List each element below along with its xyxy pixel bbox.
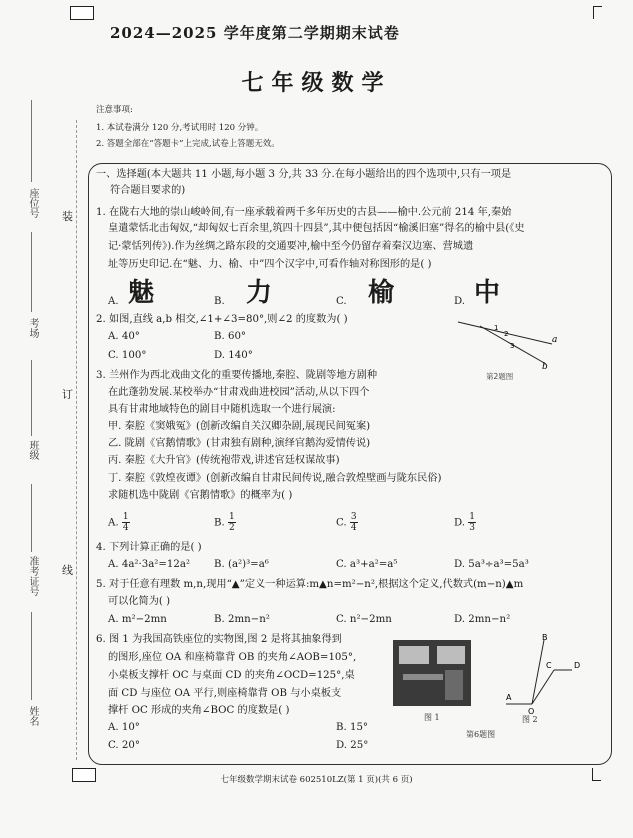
q3-option-c-den: 4 <box>350 523 357 533</box>
name-line <box>31 612 32 700</box>
q3-option-a <box>108 512 130 533</box>
q6-figure1-caption: 图 1 <box>424 713 440 722</box>
notice-heading: 注意事项: <box>96 105 133 115</box>
q2-stem: 2. 如图,直线 a,b 相交,∠1+∠3=80°,则∠2 的度数为( ) <box>96 314 348 325</box>
q1-option-a-label: A. <box>108 296 119 307</box>
seat-number-line <box>31 100 32 182</box>
registration-mark-top-left <box>70 6 94 20</box>
q3-option-c-num: 3 <box>350 512 357 522</box>
q6-line-3: 小桌板支撑杆 OC 与桌面 CD 的夹角∠OCD=125°,桌 <box>108 670 355 681</box>
q6-label-o: O <box>528 707 535 716</box>
q6-angle-figure <box>506 630 598 722</box>
q3-option-d-label: D. <box>454 517 466 529</box>
q3-line-5: 乙. 陇剧《官鹅情歌》(甘肃独有剧种,演绎官鹅沟爱情传说) <box>108 438 371 449</box>
q3-option-b-den: 2 <box>228 523 235 533</box>
q4-option-b: B. (a²)³=a⁶ <box>214 559 269 570</box>
q6-option-c: C. 20° <box>108 740 140 751</box>
q2-angle-2: 2 <box>504 330 509 338</box>
q6-option-d: D. 25° <box>336 740 369 751</box>
q1-line-3: 记·蒙恬列传》).作为丝绸之路东段的交通要冲,榆中至今仍留存着秦汉边塞、营城遗 <box>108 241 474 252</box>
q6-train-seat-photo <box>393 640 471 706</box>
q1-line-1: 1. 在陇右大地的崇山峻岭间,有一座承载着两千多年历史的古县——榆中.公元前 214 年,秦始 <box>96 207 512 218</box>
q3-option-b-label: B. <box>214 517 225 529</box>
class-label: 班级 <box>27 440 38 460</box>
q2-option-d: D. 140° <box>214 350 253 361</box>
notice-item-1: 1. 本试卷满分 120 分,考试用时 120 分钟。 <box>96 123 264 133</box>
q1-option-c-char: 榆 <box>368 278 395 308</box>
admission-number-label: 准考证号 <box>27 556 38 596</box>
q6-line-5: 撑杆 OC 形成的夹角∠BOC 的度数是( ) <box>108 705 290 716</box>
q3-option-b-num: 1 <box>228 512 235 522</box>
q1-line-2: 皇遣蒙恬北击匈奴,“却匈奴七百余里,筑四十四县”,其中便包括因“榆溪旧塞”得名的榆中县(《史 <box>108 223 525 234</box>
exam-title: 2024—2025 学年度第二学期期末试卷 <box>110 24 400 42</box>
q1-option-b-char: 力 <box>246 278 273 308</box>
binding-char-1: 装 <box>62 210 73 223</box>
exam-room-label: 考场 <box>27 318 38 338</box>
subject-title: 七年级数学 <box>241 70 392 96</box>
admission-number-line <box>31 484 32 552</box>
q3-option-a-label: A. <box>108 517 119 529</box>
q1-option-d-char: 中 <box>474 278 501 308</box>
q3-option-c-label: C. <box>336 517 347 529</box>
q1-option-b-label: B. <box>214 296 225 307</box>
q3-option-a-den: 4 <box>122 523 129 533</box>
q5-option-b: B. 2mn−n² <box>214 614 270 625</box>
q2-angle-1: 1 <box>494 324 499 332</box>
q3-line-3: 具有甘肃地域特色的剧目中随机选取一个进行展演: <box>108 404 336 415</box>
q2-figure <box>450 314 560 384</box>
q5-option-d: D. 2mn−n² <box>454 614 511 625</box>
q6-option-b: B. 15° <box>336 722 369 733</box>
q6-label-b: B <box>542 633 548 642</box>
notice-item-2: 2. 答题全部在“答题卡”上完成,试卷上答题无效。 <box>96 139 280 149</box>
exam-room-line <box>31 232 32 312</box>
section-title-line2: 符合题目要求的) <box>110 185 186 196</box>
q3-option-b <box>214 512 236 533</box>
binding-line <box>76 120 77 760</box>
q4-option-a: A. 4a²·3a²=12a² <box>108 559 191 570</box>
q3-option-d-num: 1 <box>469 512 476 522</box>
q6-label-c: C <box>546 661 552 670</box>
q3-option-a-num: 1 <box>122 512 129 522</box>
binding-char-3: 线 <box>62 564 73 577</box>
q5-line-2: 可以化简为( ) <box>108 596 171 607</box>
q6-label-d: D <box>574 661 581 670</box>
q3-option-c <box>336 512 358 533</box>
q2-option-c: C. 100° <box>108 350 147 361</box>
q3-option-d <box>454 512 476 533</box>
q2-label-a: a <box>552 335 558 345</box>
binding-char-2: 订 <box>62 388 73 401</box>
q1-line-4: 址等历史印记.在“魅、力、榆、中”四个汉字中,可看作轴对称图形的是( ) <box>108 259 432 270</box>
q6-option-a: A. 10° <box>108 722 140 733</box>
q2-option-b: B. 60° <box>214 331 247 342</box>
q6-caption: 第6题图 <box>466 730 496 739</box>
q6-line-1: 6. 图 1 为我国高铁座位的实物图,图 2 是将其抽象得到 <box>96 634 342 645</box>
q3-line-2: 在此蓬勃发展.某校举办“甘肃戏曲进校园”活动,从以下四个 <box>108 387 370 398</box>
q1-option-c-label: C. <box>336 296 347 307</box>
section-title-line1: 一、选择题(本大题共 11 小题,每小题 3 分,共 33 分.在每小题给出的四个选项中,只有一项是 <box>96 169 512 180</box>
q3-line-6: 丙. 秦腔《大升官》(传统袍带戏,讲述官廷权谋故事) <box>108 455 340 466</box>
q2-angle-3: 3 <box>510 342 515 350</box>
q3-line-7: 丁. 秦腔《敦煌夜谭》(创新改编自甘肃民间传说,融合敦煌壁画与陇东民俗) <box>108 473 442 484</box>
q6-figure2-caption: 图 2 <box>522 715 538 724</box>
q2-caption: 第2题图 <box>486 372 514 381</box>
q5-option-c: C. n²−2mn <box>336 614 392 625</box>
q3-line-4: 甲. 秦腔《窦娥冤》(创新改编自关汉卿杂剧,展现民间冤案) <box>108 421 371 432</box>
q5-line-1: 5. 对于任意有理数 m,n,现用“▲”定义一种运算:m▲n=m²−n²,根据这个定义,代数式(m−n)▲m <box>96 579 524 590</box>
q6-line-4: 面 CD 与座位 OA 平行,则座椅靠背 OB 与小桌板支 <box>108 688 342 699</box>
q3-option-d-den: 3 <box>469 523 476 533</box>
q4-stem: 4. 下列计算正确的是( ) <box>96 542 202 553</box>
q3-line-1: 3. 兰州作为西北戏曲文化的重要传播地,秦腔、陇剧等地方剧种 <box>96 370 378 381</box>
name-label: 姓名 <box>27 706 38 726</box>
q6-line-2: 的图形,座位 OA 和座椅靠背 OB 的夹角∠AOB=105°, <box>108 652 357 663</box>
q6-label-a: A <box>506 693 512 702</box>
seat-number-label: 座位号 <box>27 188 38 218</box>
q4-option-d: D. 5a³÷a³=5a³ <box>454 559 529 570</box>
page-footer: 七年级数学期末试卷 602510LZ(第 1 页)(共 6 页) <box>220 775 413 785</box>
q5-option-a: A. m²−2mn <box>108 614 167 625</box>
q1-option-d-label: D. <box>454 296 466 307</box>
class-line <box>31 360 32 436</box>
q2-label-b: b <box>542 362 548 372</box>
q2-option-a: A. 40° <box>108 331 140 342</box>
q1-option-a-char: 魅 <box>128 278 155 308</box>
q4-option-c: C. a³+a²=a⁵ <box>336 559 398 570</box>
q3-line-8: 求随机选中陇剧《官鹅情歌》的概率为( ) <box>108 490 293 501</box>
registration-mark-top-right <box>593 6 602 19</box>
